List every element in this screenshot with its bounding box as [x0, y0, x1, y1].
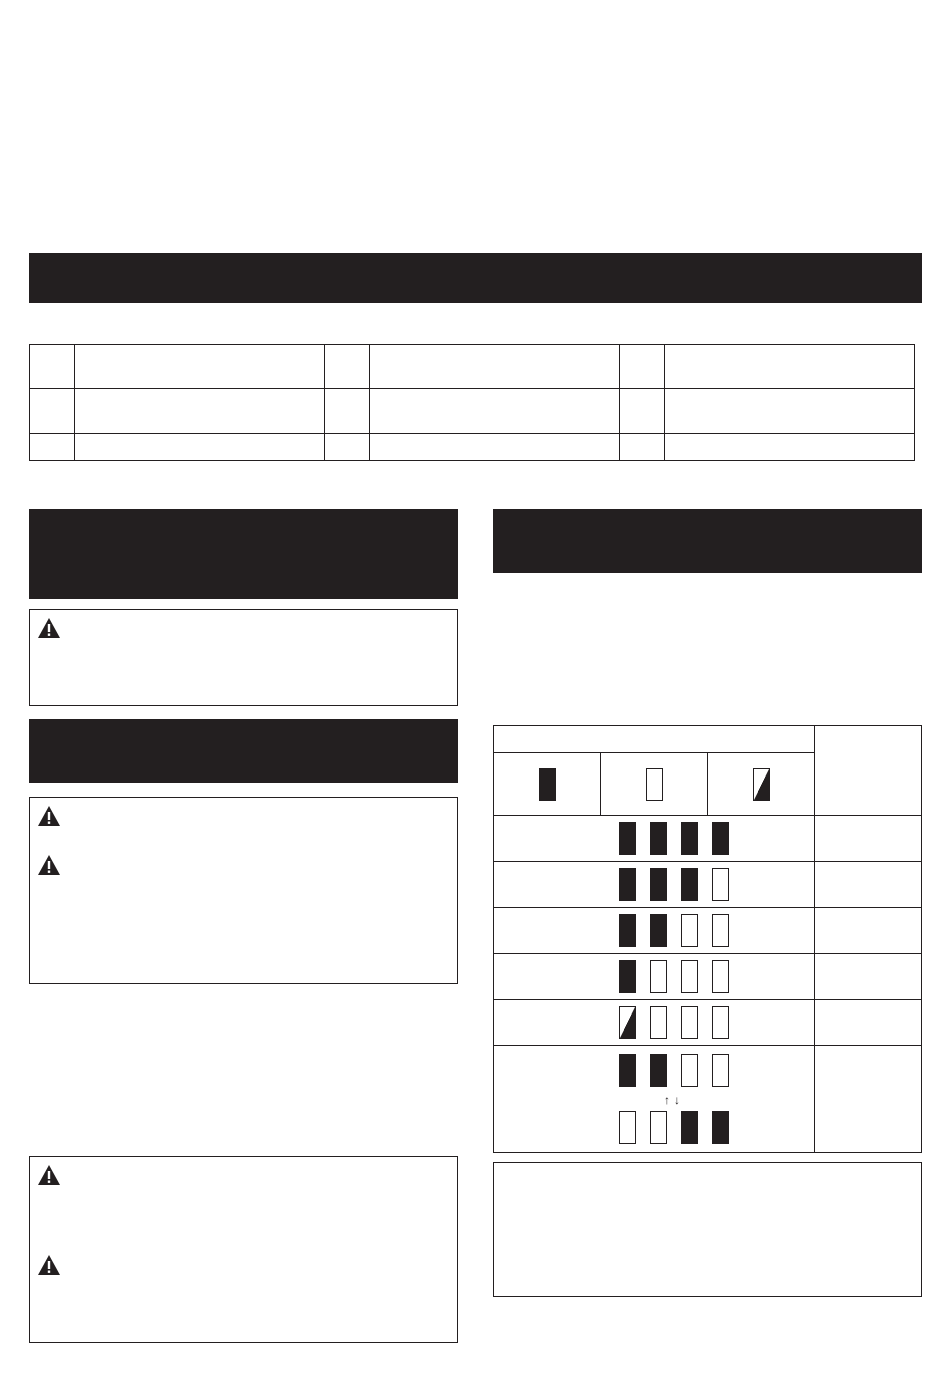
warning-triangle-icon	[37, 1164, 61, 1186]
lamp-off-icon	[681, 914, 698, 947]
table-cell	[620, 434, 665, 461]
lamp-lit-icon	[650, 914, 667, 947]
lamp-lit-icon	[619, 960, 636, 993]
lamp-group	[534, 1006, 814, 1039]
lamp-lit-icon	[619, 914, 636, 947]
lamp-lit-icon	[650, 822, 667, 855]
lamp-off-icon	[681, 960, 698, 993]
lamp-group	[534, 868, 814, 901]
lamp-off-icon	[646, 768, 663, 801]
warning-triangle-icon	[37, 805, 61, 827]
table-cell	[325, 389, 370, 434]
lamp-lit-icon	[681, 1111, 698, 1144]
capacity-cell	[815, 862, 922, 908]
table-cell	[325, 434, 370, 461]
table-cell	[620, 389, 665, 434]
capacity-cell	[815, 1046, 922, 1153]
lamp-lit-icon	[650, 1054, 667, 1087]
lamp-lit-icon	[681, 822, 698, 855]
lamp-group	[534, 960, 814, 993]
lamp-off-icon	[712, 914, 729, 947]
note-box	[493, 1162, 922, 1297]
lamp-off-icon	[650, 1111, 667, 1144]
remaining-capacity-header	[815, 726, 922, 816]
lamp-off-icon	[712, 1006, 729, 1039]
table-cell	[620, 345, 665, 389]
table-row	[30, 434, 915, 461]
lamp-off-icon	[712, 868, 729, 901]
warning-triangle-icon	[37, 1254, 61, 1276]
lamp-lit-icon	[650, 868, 667, 901]
table-cell	[370, 389, 620, 434]
indicator-row	[494, 1000, 922, 1046]
alternating-indicator-row	[494, 1046, 922, 1153]
left-heading-bar-1	[29, 509, 458, 599]
warning-box-3	[29, 1156, 458, 1343]
warning-box-2	[29, 797, 458, 984]
table-row	[30, 345, 915, 389]
table-row	[494, 726, 922, 753]
capacity-cell	[815, 1000, 922, 1046]
lamp-off-icon	[650, 1006, 667, 1039]
table-cell	[370, 345, 620, 389]
lamp-blinking-icon	[619, 1006, 636, 1039]
lamp-blinking-icon	[753, 768, 770, 801]
table-cell	[325, 345, 370, 389]
lamp-lit-icon	[619, 868, 636, 901]
capacity-cell	[815, 954, 922, 1000]
parts-description-table	[29, 344, 915, 461]
lamp-off-icon	[650, 960, 667, 993]
lamp-group	[534, 914, 814, 947]
table-cell	[30, 434, 75, 461]
table-cell	[75, 389, 325, 434]
section-title-bar	[29, 253, 922, 303]
table-cell	[75, 345, 325, 389]
indicator-lamp-table	[493, 725, 922, 1153]
legend-blinking	[708, 753, 815, 816]
lamp-off-icon	[681, 1054, 698, 1087]
lamp-group-alt-first	[534, 1054, 814, 1087]
legend-off	[601, 753, 708, 816]
legend-on	[494, 753, 601, 816]
warning-box-1	[29, 609, 458, 706]
lamp-lit-icon	[681, 868, 698, 901]
lamp-off-icon	[712, 960, 729, 993]
capacity-cell	[815, 908, 922, 954]
lamp-group	[534, 822, 814, 855]
warning-triangle-icon	[37, 617, 61, 639]
table-cell	[370, 434, 620, 461]
lamp-lit-icon	[619, 822, 636, 855]
indicator-row	[494, 908, 922, 954]
lamp-group-alt-second	[534, 1111, 814, 1144]
warning-triangle-icon	[37, 854, 61, 876]
table-row	[30, 389, 915, 434]
indicator-row	[494, 816, 922, 862]
left-heading-bar-2	[29, 719, 458, 783]
lamp-lit-icon	[539, 768, 556, 801]
table-cell	[665, 345, 915, 389]
lamp-off-icon	[712, 1054, 729, 1087]
indicator-row	[494, 862, 922, 908]
lamp-off-icon	[619, 1111, 636, 1144]
table-cell	[30, 345, 75, 389]
table-cell	[665, 434, 915, 461]
table-cell	[75, 434, 325, 461]
table-cell	[30, 389, 75, 434]
indicator-lamps-header	[494, 726, 815, 753]
right-heading-bar	[493, 509, 922, 573]
lamp-lit-icon	[712, 1111, 729, 1144]
capacity-cell	[815, 816, 922, 862]
lamp-lit-icon	[712, 822, 729, 855]
table-cell	[665, 389, 915, 434]
lamp-off-icon	[681, 1006, 698, 1039]
indicator-row	[494, 954, 922, 1000]
alternate-arrows-icon: ↑↓	[664, 1093, 684, 1107]
lamp-lit-icon	[619, 1054, 636, 1087]
